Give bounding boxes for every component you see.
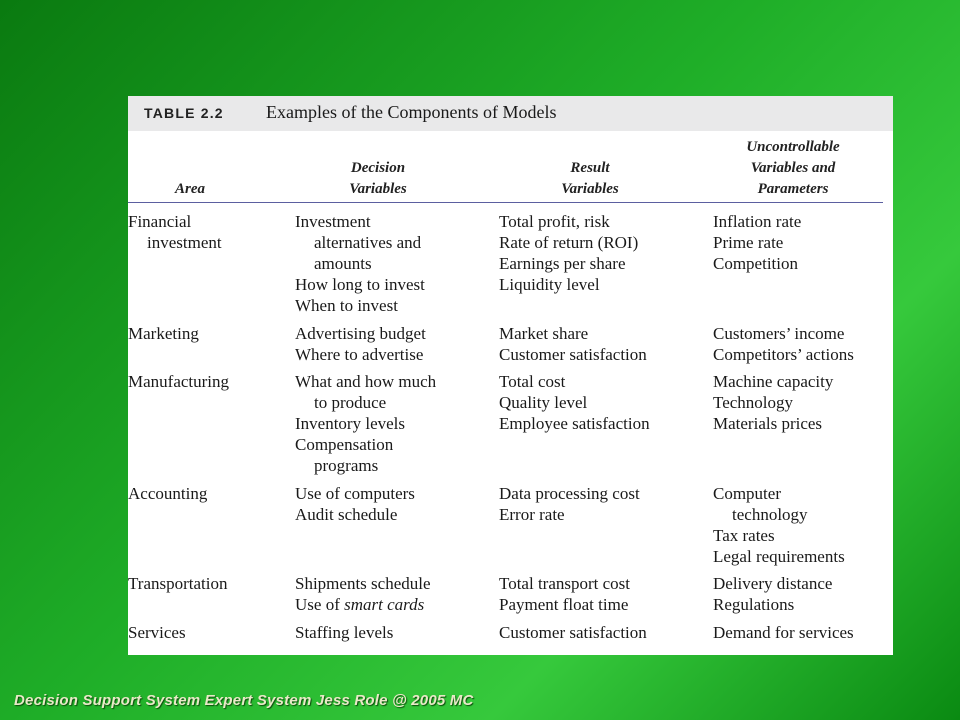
cell-decision-financial: Investment alternatives and amounts How long to invest When to invest (295, 212, 425, 315)
smart-cards-italic: smart cards (344, 595, 425, 614)
table-header-band (128, 96, 893, 131)
cell-decision-manufacturing: What and how much to produce Inventory levels Compensation programs (295, 372, 437, 475)
cell-uncontrollable-accounting: Computer technology Tax rates Legal requirements (713, 484, 845, 566)
cell-result-financial: Total profit, risk Rate of return (ROI) Earnings per share Liquidity level (499, 212, 639, 294)
cell-decision-accounting: Use of computers Audit schedule (295, 484, 415, 524)
cell-area-financial: Financial investment (128, 212, 222, 252)
cell-area-manufacturing: Manufacturing (128, 372, 230, 391)
cell-area-marketing: Marketing (128, 324, 199, 343)
table-label: TABLE 2.2 (144, 105, 224, 121)
column-header-area: Area (175, 181, 205, 197)
cell-uncontrollable-services: Demand for services (713, 623, 854, 642)
column-header-uncontrollable-variables: Uncontrollable Variables and Parameters (746, 139, 840, 197)
cell-uncontrollable-manufacturing: Machine capacity Technology Materials prices (713, 372, 834, 433)
slide-footer: Decision Support System Expert System Jess Role @ 2005 MC (14, 692, 474, 709)
cell-uncontrollable-financial: Inflation rate Prime rate Competition (713, 212, 802, 273)
cell-result-marketing: Market share Customer satisfaction (499, 324, 647, 364)
cell-uncontrollable-marketing: Customers’ income Competitors’ actions (713, 324, 854, 364)
cell-result-manufacturing: Total cost Quality level Employee satisfaction (499, 372, 650, 433)
cell-result-services: Customer satisfaction (499, 623, 647, 642)
cell-decision-marketing: Advertising budget Where to advertise (295, 324, 426, 364)
header-rule (128, 202, 883, 203)
column-header-result-variables: Result Variables (561, 160, 619, 197)
cell-decision-services: Staffing levels (295, 623, 394, 642)
column-header-decision-variables: Decision Variables (349, 160, 407, 197)
cell-uncontrollable-transportation: Delivery distance Regulations (713, 574, 833, 614)
cell-result-transportation: Total transport cost Payment float time (499, 574, 631, 614)
cell-decision-transportation: Shipments schedule Use of smart cards (295, 574, 431, 614)
cell-area-accounting: Accounting (128, 484, 208, 503)
table-title: Examples of the Components of Models (266, 102, 557, 122)
cell-area-transportation: Transportation (128, 574, 228, 593)
cell-result-accounting: Data processing cost Error rate (499, 484, 640, 524)
cell-area-services: Services (128, 623, 186, 642)
table-image-panel (128, 96, 893, 655)
